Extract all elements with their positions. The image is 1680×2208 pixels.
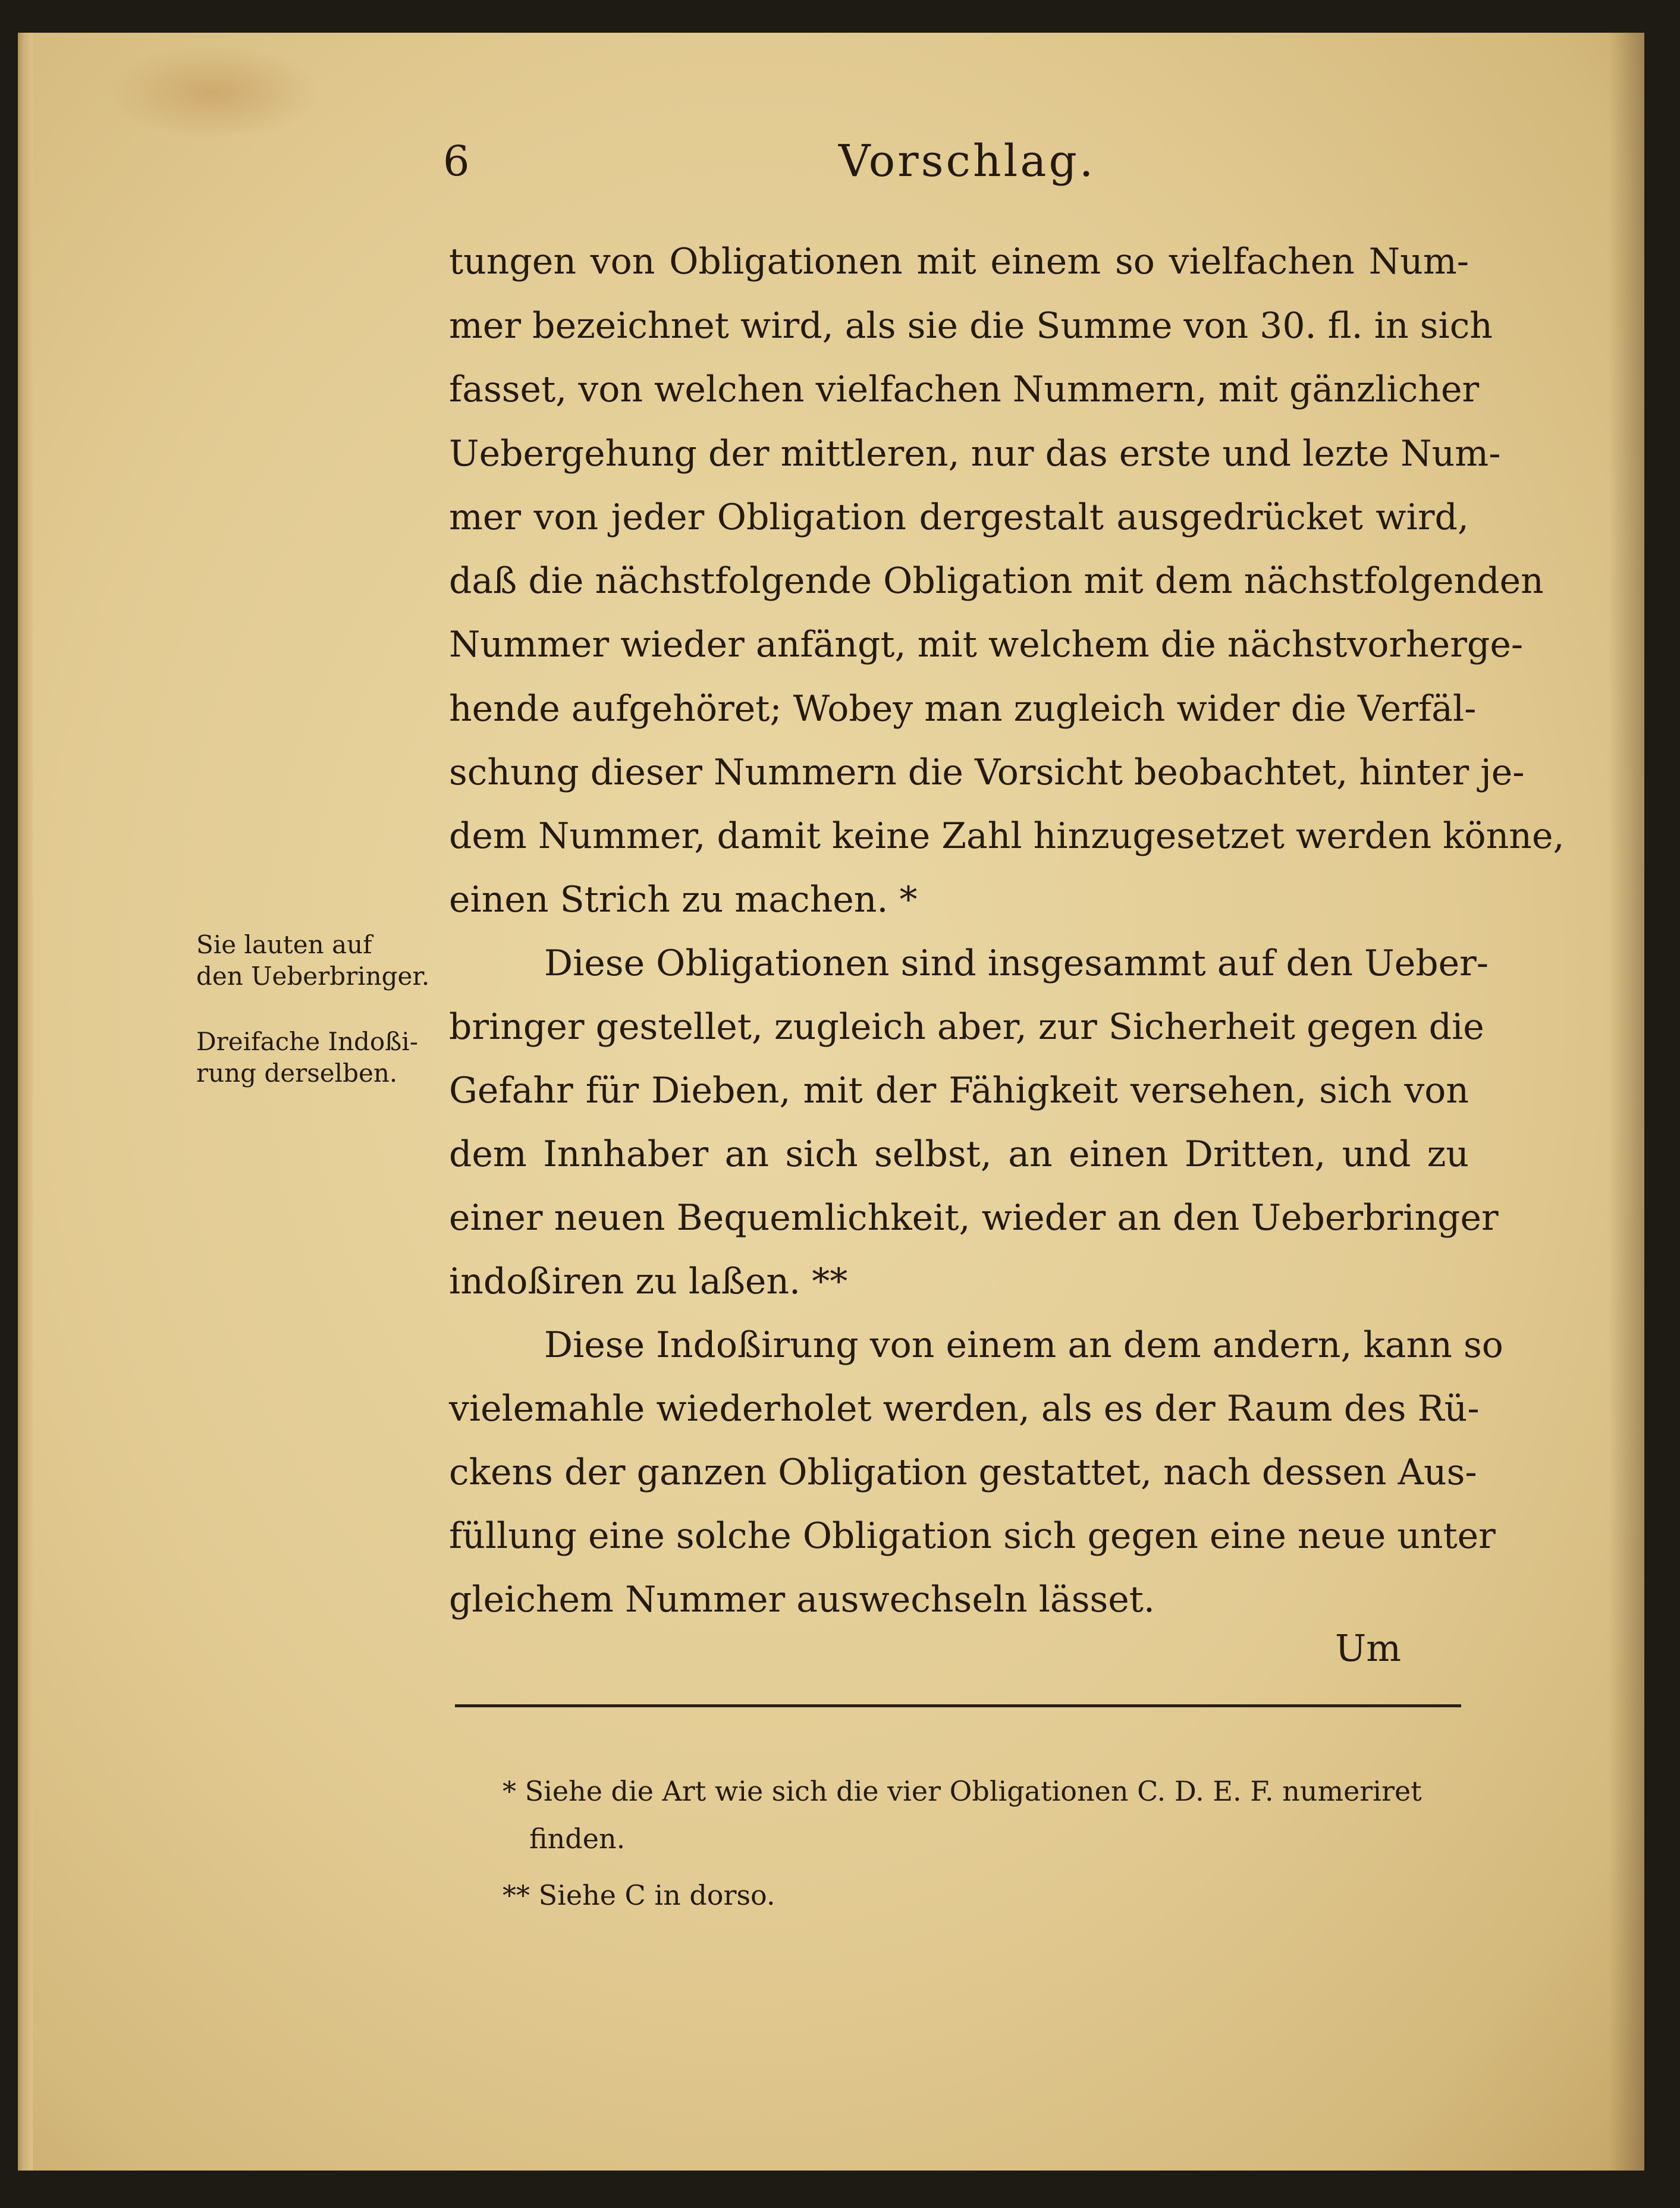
footnote-rule (455, 1704, 1461, 1707)
running-head: Vorschlag. (839, 136, 1096, 187)
marginal-note-line: rung derselben. (196, 1059, 398, 1088)
body-line: schung dieser Nummern die Vorsicht beobachtet, hinter je- (449, 752, 1525, 793)
paper-stain (107, 45, 321, 140)
body-line: mer bezeichnet wird, als sie die Summe von 30. fl. in sich (449, 305, 1493, 347)
body-line: fasset, von welchen vielfachen Nummern, mit gänzlicher (449, 369, 1480, 410)
body-line: Diese Obligationen sind insgesammt auf den Ueber- (544, 943, 1489, 984)
body-line: daß die nächstfolgende Obligation mit dem nächstfolgenden (449, 560, 1544, 602)
book-spine-shadow (1609, 33, 1644, 2171)
catchword: Um (1335, 1626, 1402, 1670)
body-line: einer neuen Bequemlichkeit, wieder an den Ueberbringer (449, 1197, 1499, 1239)
footnote-line: ** Siehe C in dorso. (503, 1879, 775, 1911)
body-line: Uebergehung der mittleren, nur das erste und lezte Num- (449, 433, 1501, 475)
body-line: dem Nummer, damit keine Zahl hinzugesetzet werden könne, (449, 815, 1565, 857)
body-line: gleichem Nummer auswechseln lässet. (449, 1579, 1155, 1620)
body-line: indoßiren zu laßen. ** (449, 1261, 848, 1302)
footnote-line: finden. (529, 1823, 626, 1855)
body-line: Nummer wieder anfängt, mit welchem die nächstvorherge- (449, 624, 1524, 665)
body-line: vielemahle wiederholet werden, als es der Raum des Rü- (449, 1388, 1480, 1430)
body-line: hende aufgehöret; Wobey man zugleich wider die Verfäl- (449, 688, 1477, 730)
body-line: Diese Indoßirung von einem an dem andern, kann so (544, 1324, 1503, 1366)
page-edge (18, 33, 33, 2171)
body-line: mer von jeder Obligation dergestalt ausgedrücket wird, (449, 497, 1469, 538)
body-line: bringer gestellet, zugleich aber, zur Sicherheit gegen die (449, 1006, 1484, 1048)
page-number: 6 (443, 137, 470, 186)
footnote-line: * Siehe die Art wie sich die vier Obligationen C. D. E. F. numeriret (503, 1775, 1422, 1807)
marginal-note-line: den Ueberbringer. (196, 962, 430, 991)
marginal-note-line: Sie lauten auf (196, 930, 372, 959)
body-line: ckens der ganzen Obligation gestattet, nach dessen Aus- (449, 1452, 1477, 1493)
body-line: einen Strich zu machen. * (449, 879, 918, 921)
body-line: tungen von Obligationen mit einem so vielfachen Num- (449, 241, 1469, 282)
body-line: füllung eine solche Obligation sich gegen eine neue unter (449, 1515, 1496, 1557)
body-line: Gefahr für Dieben, mit der Fähigkeit versehen, sich von (449, 1070, 1469, 1111)
marginal-note-line: Dreifache Indoßi- (196, 1027, 418, 1056)
body-line: dem Innhaber an sich selbst, an einen Dritten, und zu (449, 1133, 1469, 1175)
